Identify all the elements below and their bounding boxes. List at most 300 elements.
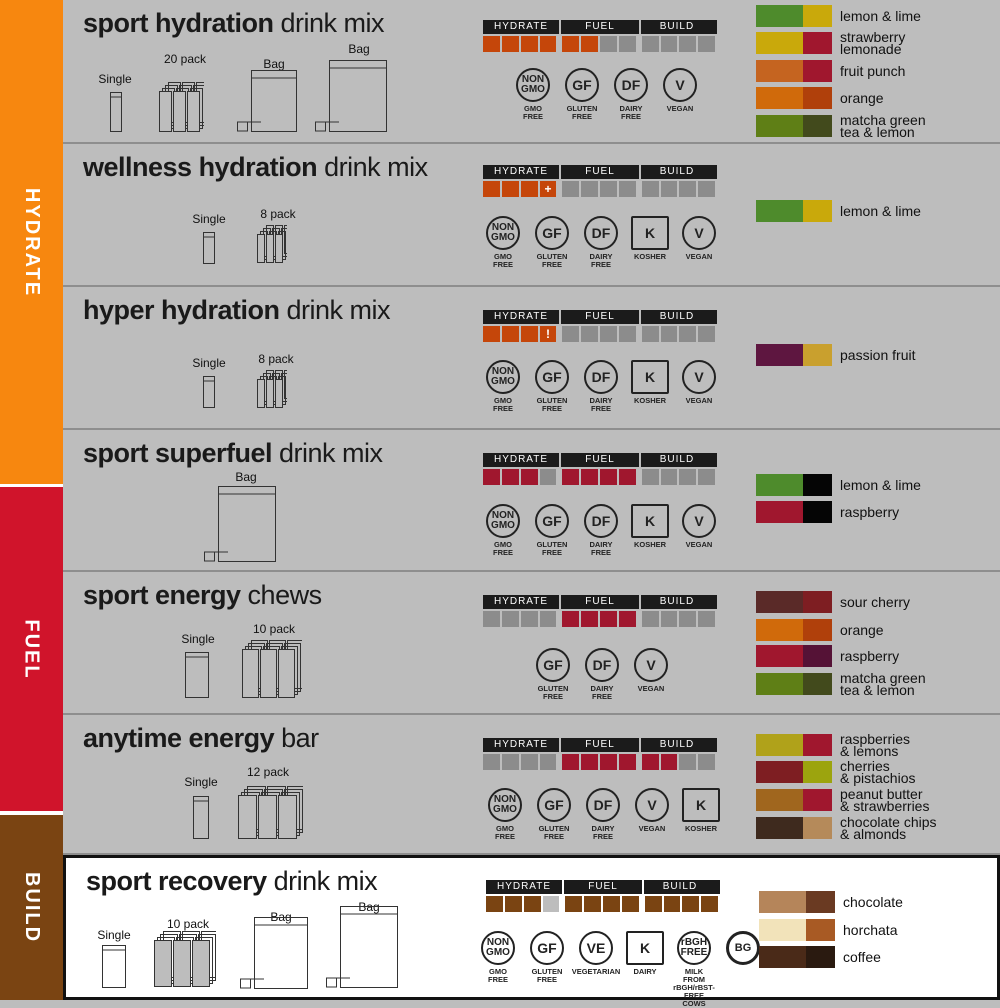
flavor-swatch bbox=[756, 734, 803, 756]
flavor-swatch bbox=[803, 344, 832, 366]
meter-cell bbox=[562, 36, 579, 52]
single-pack-icon bbox=[185, 652, 209, 698]
flavor-item bbox=[759, 946, 881, 968]
badge-label: GMO FREE bbox=[492, 396, 513, 413]
meter-cell bbox=[581, 754, 598, 770]
meter-header: FUEL bbox=[559, 20, 639, 34]
flavor-swatch bbox=[756, 619, 803, 641]
meter-cell bbox=[698, 469, 715, 485]
meter-cell bbox=[524, 896, 541, 912]
flavor-item bbox=[756, 786, 930, 814]
badge-label: DAIRY FREE bbox=[589, 540, 613, 557]
meter-cell bbox=[701, 896, 718, 912]
badge-label: DAIRY FREE bbox=[589, 252, 613, 269]
flavor-swatch bbox=[803, 5, 832, 27]
flavor-item bbox=[756, 200, 921, 222]
nutrition-meter bbox=[483, 453, 717, 485]
flavor-name: lemon & lime bbox=[840, 8, 921, 24]
flavor-swatch bbox=[803, 673, 832, 695]
badge-label: KOSHER bbox=[633, 540, 667, 549]
flavor-name: peanut butter & strawberries bbox=[840, 786, 930, 814]
product-title: sport superfuel drink mix bbox=[83, 438, 383, 468]
meter-cell bbox=[543, 896, 560, 912]
flavor-list bbox=[756, 287, 996, 430]
product-row bbox=[63, 715, 1000, 855]
flavor-name: sour cherry bbox=[840, 594, 911, 610]
product-title: anytime energy bar bbox=[83, 723, 319, 753]
df-badge-icon: DF DAIRY FREE bbox=[581, 360, 621, 413]
flavor-swatch bbox=[756, 200, 803, 222]
flavor-swatch bbox=[806, 946, 835, 968]
badge-label: GLUTEN FREE bbox=[531, 967, 563, 984]
k-badge-icon: K KOSHER bbox=[630, 360, 670, 413]
multi-pack-icon bbox=[238, 786, 303, 839]
pack-label: Single bbox=[97, 928, 131, 942]
badge-label: GLUTEN FREE bbox=[536, 252, 568, 269]
product-row bbox=[63, 144, 1000, 287]
product-title: hyper hydration drink mix bbox=[83, 295, 391, 325]
badge-label: GMO FREE bbox=[494, 824, 515, 841]
product-title: sport recovery drink mix bbox=[86, 866, 378, 896]
gf-badge-icon: GF GLUTEN FREE bbox=[527, 931, 567, 1008]
meter-cell bbox=[483, 326, 500, 342]
meter-cell bbox=[600, 36, 617, 52]
flavor-item bbox=[756, 731, 911, 759]
single-pack-icon bbox=[193, 796, 209, 839]
meter-cell bbox=[600, 181, 617, 197]
diet-badges bbox=[533, 648, 671, 701]
pack-label: Single bbox=[184, 775, 218, 789]
product-title: wellness hydration drink mix bbox=[83, 152, 428, 182]
flavor-swatch bbox=[759, 891, 806, 913]
flavor-swatch bbox=[756, 761, 803, 783]
nutrition-meter bbox=[483, 165, 717, 197]
meter-header: FUEL bbox=[562, 880, 642, 894]
flavor-item bbox=[756, 619, 884, 641]
meter-cell bbox=[664, 896, 681, 912]
meter-header: BUILD bbox=[639, 310, 713, 324]
meter-cell bbox=[483, 754, 500, 770]
pack-label: Bag bbox=[348, 42, 370, 56]
flavor-item bbox=[756, 29, 906, 57]
pack-label: 10 pack bbox=[166, 917, 210, 931]
meter-cell bbox=[562, 181, 579, 197]
bag-icon bbox=[251, 70, 297, 132]
flavor-list bbox=[756, 144, 996, 287]
meter-cell bbox=[562, 611, 579, 627]
flavor-swatch bbox=[803, 734, 832, 756]
badge-label: VEGAN bbox=[666, 104, 694, 113]
flavor-name: chocolate chips & almonds bbox=[840, 814, 937, 842]
meter-cell bbox=[698, 181, 715, 197]
k-badge-icon: K KOSHER bbox=[630, 504, 670, 557]
flavor-swatch bbox=[806, 891, 835, 913]
meter-cell bbox=[581, 469, 598, 485]
flavor-swatch bbox=[803, 60, 832, 82]
gf-badge-icon: GF GLUTEN FREE bbox=[532, 216, 572, 269]
flavor-name: raspberries & lemons bbox=[840, 731, 911, 759]
meter-cell bbox=[698, 326, 715, 342]
pack-label: 8 pack bbox=[258, 352, 294, 366]
meter-cell bbox=[600, 611, 617, 627]
flavor-swatch bbox=[756, 789, 803, 811]
pack-label: Single bbox=[98, 72, 132, 86]
meter-cell bbox=[521, 469, 538, 485]
flavor-item bbox=[756, 591, 910, 613]
badge-label: GLUTEN FREE bbox=[538, 824, 570, 841]
meter-cell bbox=[600, 469, 617, 485]
meter-cell bbox=[502, 754, 519, 770]
meter-cell bbox=[584, 896, 601, 912]
flavor-swatch bbox=[756, 115, 803, 137]
flavor-item bbox=[759, 919, 897, 941]
flavor-item bbox=[756, 60, 905, 82]
badge-label: GLUTEN FREE bbox=[537, 684, 569, 701]
meter-cell bbox=[661, 469, 678, 485]
ve-badge-icon: VE VEGETARIAN bbox=[576, 931, 616, 1008]
flavor-name: matcha green tea & lemon bbox=[840, 112, 926, 140]
pack-label: Bag bbox=[358, 900, 380, 914]
meter-cell bbox=[698, 754, 715, 770]
badge-label: DAIRY FREE bbox=[590, 684, 614, 701]
meter-cell bbox=[622, 896, 639, 912]
meter-cell bbox=[581, 611, 598, 627]
meter-cell bbox=[600, 326, 617, 342]
meter-cell bbox=[642, 754, 659, 770]
meter-header: BUILD bbox=[639, 165, 713, 179]
meter-cell bbox=[642, 326, 659, 342]
df-badge-icon: DF DAIRY FREE bbox=[583, 788, 623, 841]
flavor-item bbox=[756, 501, 899, 523]
meter-header: HYDRATE bbox=[493, 596, 549, 607]
flavor-swatch bbox=[756, 344, 803, 366]
df-badge-icon: DF DAIRY FREE bbox=[581, 216, 621, 269]
badge-label: VEGETARIAN bbox=[571, 967, 621, 976]
meter-cell: + bbox=[540, 181, 557, 197]
meter-cell bbox=[661, 611, 678, 627]
gf-badge-icon: GF GLUTEN FREE bbox=[562, 68, 602, 121]
flavor-swatch bbox=[756, 501, 803, 523]
bag-icon bbox=[340, 906, 398, 988]
flavor-name: chocolate bbox=[843, 894, 903, 910]
flavor-name: raspberry bbox=[840, 504, 900, 520]
meter-cell bbox=[619, 469, 636, 485]
diet-badges bbox=[483, 216, 719, 269]
pack-label: Single bbox=[181, 632, 215, 646]
meter-header: BUILD bbox=[639, 453, 713, 467]
nutrition-meter bbox=[483, 595, 717, 627]
meter-cell bbox=[521, 754, 538, 770]
meter-cell bbox=[581, 36, 598, 52]
df-badge-icon: DF DAIRY FREE bbox=[582, 648, 622, 701]
multi-pack-icon bbox=[242, 640, 302, 698]
product-title: sport energy chews bbox=[83, 580, 322, 610]
meter-cell bbox=[502, 469, 519, 485]
flavor-swatch bbox=[759, 919, 806, 941]
meter-header: BUILD bbox=[639, 595, 713, 609]
meter-cell bbox=[502, 611, 519, 627]
meter-cell bbox=[502, 326, 519, 342]
meter-cell bbox=[679, 181, 696, 197]
meter-cell bbox=[565, 896, 582, 912]
meter-header: BUILD bbox=[639, 738, 713, 752]
meter-header: HYDRATE bbox=[496, 881, 552, 892]
pack-label: Bag bbox=[270, 910, 292, 924]
meter-cell bbox=[540, 754, 557, 770]
nutrition-meter bbox=[483, 310, 717, 342]
meter-cell bbox=[642, 181, 659, 197]
flavor-swatch bbox=[759, 946, 806, 968]
meter-cell bbox=[642, 36, 659, 52]
single-pack-icon bbox=[203, 232, 215, 264]
flavor-item bbox=[756, 112, 926, 140]
meter-cell bbox=[483, 181, 500, 197]
flavor-name: fruit punch bbox=[840, 63, 906, 79]
meter-header: FUEL bbox=[559, 310, 639, 324]
meter-cell bbox=[642, 469, 659, 485]
product-row bbox=[63, 0, 1000, 144]
multi-pack-icon bbox=[257, 370, 287, 408]
meter-cell bbox=[679, 469, 696, 485]
category-fuel: FUEL bbox=[0, 487, 63, 811]
meter-cell bbox=[603, 896, 620, 912]
flavor-swatch bbox=[756, 645, 803, 667]
badge-label: DAIRY bbox=[633, 967, 657, 976]
k-badge-icon: K DAIRY bbox=[625, 931, 665, 1008]
nutrition-meter bbox=[483, 20, 717, 52]
bg-badge-icon: BG bbox=[723, 931, 763, 1008]
meter-header: FUEL bbox=[559, 165, 639, 179]
multi-pack-icon bbox=[154, 931, 216, 987]
meter-cell bbox=[483, 469, 500, 485]
flavor-swatch bbox=[803, 501, 832, 523]
flavor-swatch bbox=[756, 474, 803, 496]
pack-label: 8 pack bbox=[260, 207, 296, 221]
nongmo-badge-icon: NON GMO GMO FREE bbox=[483, 504, 523, 557]
flavor-item bbox=[756, 645, 899, 667]
meter-header: BUILD bbox=[639, 20, 713, 34]
flavor-swatch bbox=[803, 817, 832, 839]
multi-pack-icon bbox=[257, 225, 287, 263]
flavor-swatch bbox=[803, 645, 832, 667]
badge-label: VEGAN bbox=[637, 684, 665, 693]
meter-cell bbox=[645, 896, 662, 912]
flavor-swatch bbox=[756, 591, 803, 613]
badge-label: KOSHER bbox=[633, 252, 667, 261]
gf-badge-icon: GF GLUTEN FREE bbox=[534, 788, 574, 841]
single-pack-icon bbox=[102, 945, 126, 988]
meter-cell bbox=[502, 181, 519, 197]
flavor-name: lemon & lime bbox=[840, 477, 921, 493]
flavor-item bbox=[759, 891, 903, 913]
nutrition-meter bbox=[486, 880, 720, 912]
nongmo-badge-icon: NON GMO GMO FREE bbox=[513, 68, 553, 121]
badge-label: VEGAN bbox=[638, 824, 666, 833]
flavor-item bbox=[756, 814, 937, 842]
df-badge-icon: DF DAIRY FREE bbox=[611, 68, 651, 121]
flavor-swatch bbox=[756, 5, 803, 27]
meter-header: HYDRATE bbox=[493, 739, 549, 750]
flavor-item bbox=[756, 474, 921, 496]
badge-label: VEGAN bbox=[685, 252, 713, 261]
flavor-name: raspberry bbox=[840, 648, 900, 664]
badge-label: MILK FROM rBGH/rBST- FREE COWS bbox=[673, 967, 715, 1008]
k-badge-icon: K KOSHER bbox=[681, 788, 721, 841]
meter-cell bbox=[619, 36, 636, 52]
diet-badges bbox=[513, 68, 700, 121]
meter-cell bbox=[540, 611, 557, 627]
badge-label: DAIRY FREE bbox=[619, 104, 643, 121]
badge-label: GMO FREE bbox=[492, 540, 513, 557]
pack-label: Bag bbox=[235, 470, 257, 484]
meter-cell bbox=[661, 754, 678, 770]
flavor-swatch bbox=[803, 115, 832, 137]
gf-badge-icon: GF GLUTEN FREE bbox=[532, 360, 572, 413]
meter-cell bbox=[698, 36, 715, 52]
single-pack-icon bbox=[110, 92, 122, 132]
gf-badge-icon: GF GLUTEN FREE bbox=[532, 504, 572, 557]
meter-cell bbox=[562, 469, 579, 485]
meter-cell bbox=[661, 326, 678, 342]
flavor-swatch bbox=[803, 32, 832, 54]
badge-label: DAIRY FREE bbox=[589, 396, 613, 413]
meter-cell bbox=[521, 326, 538, 342]
meter-cell bbox=[521, 181, 538, 197]
bag-icon bbox=[218, 486, 276, 562]
category-build: BUILD bbox=[0, 815, 63, 1000]
meter-cell bbox=[698, 611, 715, 627]
diet-badges bbox=[485, 788, 721, 841]
pack-label: 10 pack bbox=[252, 622, 296, 636]
badge-label: GMO FREE bbox=[492, 252, 513, 269]
product-row bbox=[63, 287, 1000, 430]
nongmo-badge-icon: NON GMO GMO FREE bbox=[478, 931, 518, 1008]
flavor-swatch bbox=[756, 60, 803, 82]
v-badge-icon: V VEGAN bbox=[679, 216, 719, 269]
nongmo-badge-icon: NON GMO GMO FREE bbox=[485, 788, 525, 841]
meter-cell bbox=[619, 611, 636, 627]
pack-label: 20 pack bbox=[163, 52, 207, 66]
meter-cell bbox=[505, 896, 522, 912]
meter-cell bbox=[540, 36, 557, 52]
flavor-list bbox=[756, 572, 996, 715]
meter-cell bbox=[502, 36, 519, 52]
flavor-list bbox=[756, 430, 996, 572]
badge-label: GLUTEN FREE bbox=[566, 104, 598, 121]
product-rows bbox=[63, 0, 1000, 1008]
meter-cell bbox=[581, 181, 598, 197]
flavor-name: orange bbox=[840, 622, 884, 638]
flavor-list bbox=[756, 0, 996, 144]
badge-label: DAIRY FREE bbox=[591, 824, 615, 841]
flavor-swatch bbox=[806, 919, 835, 941]
meter-cell bbox=[679, 754, 696, 770]
flavor-item bbox=[756, 758, 916, 786]
flavor-swatch bbox=[756, 32, 803, 54]
meter-cell bbox=[661, 36, 678, 52]
flavor-swatch bbox=[803, 474, 832, 496]
flavor-name: cherries & pistachios bbox=[840, 758, 916, 786]
flavor-name: lemon & lime bbox=[840, 203, 921, 219]
flavor-name: matcha green tea & lemon bbox=[840, 670, 926, 698]
flavor-swatch bbox=[756, 673, 803, 695]
flavor-list bbox=[759, 858, 999, 1003]
meter-header: BUILD bbox=[642, 880, 716, 894]
v-badge-icon: V VEGAN bbox=[679, 360, 719, 413]
v-badge-icon: V VEGAN bbox=[679, 504, 719, 557]
flavor-name: coffee bbox=[843, 949, 881, 965]
badge-label: KOSHER bbox=[633, 396, 667, 405]
v-badge-icon: V VEGAN bbox=[632, 788, 672, 841]
flavor-name: strawberry lemonade bbox=[840, 29, 906, 57]
rbgh-badge-icon: rBGH FREE MILK FROM rBGH/rBST- FREE COWS bbox=[674, 931, 714, 1008]
badge-label: VEGAN bbox=[685, 396, 713, 405]
diet-badges bbox=[483, 504, 719, 557]
flavor-name: passion fruit bbox=[840, 347, 916, 363]
pack-label: Single bbox=[192, 356, 226, 370]
flavor-swatch bbox=[756, 87, 803, 109]
meter-cell bbox=[483, 36, 500, 52]
flavor-name: horchata bbox=[843, 922, 898, 938]
k-badge-icon: K KOSHER bbox=[630, 216, 670, 269]
flavor-name: orange bbox=[840, 90, 884, 106]
meter-header: HYDRATE bbox=[493, 311, 549, 322]
meter-cell bbox=[483, 611, 500, 627]
pack-label: Single bbox=[192, 212, 226, 226]
badge-label: GLUTEN FREE bbox=[536, 540, 568, 557]
bag-icon bbox=[329, 60, 387, 132]
category-hydrate: HYDRATE bbox=[0, 0, 63, 484]
badge-label: KOSHER bbox=[684, 824, 718, 833]
meter-cell bbox=[661, 181, 678, 197]
meter-cell bbox=[619, 326, 636, 342]
nutrition-meter bbox=[483, 738, 717, 770]
flavor-swatch bbox=[803, 591, 832, 613]
meter-cell bbox=[679, 326, 696, 342]
flavor-list bbox=[756, 715, 996, 855]
flavor-item bbox=[756, 5, 921, 27]
flavor-swatch bbox=[803, 761, 832, 783]
meter-header: FUEL bbox=[559, 595, 639, 609]
meter-cell bbox=[540, 469, 557, 485]
product-row bbox=[63, 430, 1000, 572]
badge-label: GLUTEN FREE bbox=[536, 396, 568, 413]
pack-label: Bag bbox=[263, 57, 285, 71]
meter-cell bbox=[521, 36, 538, 52]
badge-label: GMO FREE bbox=[522, 104, 543, 121]
v-badge-icon: V VEGAN bbox=[660, 68, 700, 121]
product-row bbox=[63, 855, 1000, 1008]
nongmo-badge-icon: NON GMO GMO FREE bbox=[483, 216, 523, 269]
category-sidebar bbox=[0, 0, 63, 1000]
flavor-swatch bbox=[756, 817, 803, 839]
flavor-swatch bbox=[803, 200, 832, 222]
meter-cell bbox=[486, 896, 503, 912]
multi-pack-icon bbox=[159, 82, 204, 132]
product-title: sport hydration drink mix bbox=[83, 8, 385, 38]
badge-label: GMO FREE bbox=[487, 967, 508, 984]
meter-cell bbox=[682, 896, 699, 912]
flavor-item bbox=[756, 670, 926, 698]
meter-cell bbox=[521, 611, 538, 627]
meter-cell bbox=[600, 754, 617, 770]
meter-cell bbox=[619, 754, 636, 770]
flavor-item bbox=[756, 87, 884, 109]
diet-badges bbox=[483, 360, 719, 413]
meter-cell bbox=[679, 36, 696, 52]
bag-icon bbox=[254, 917, 308, 989]
meter-cell bbox=[581, 326, 598, 342]
